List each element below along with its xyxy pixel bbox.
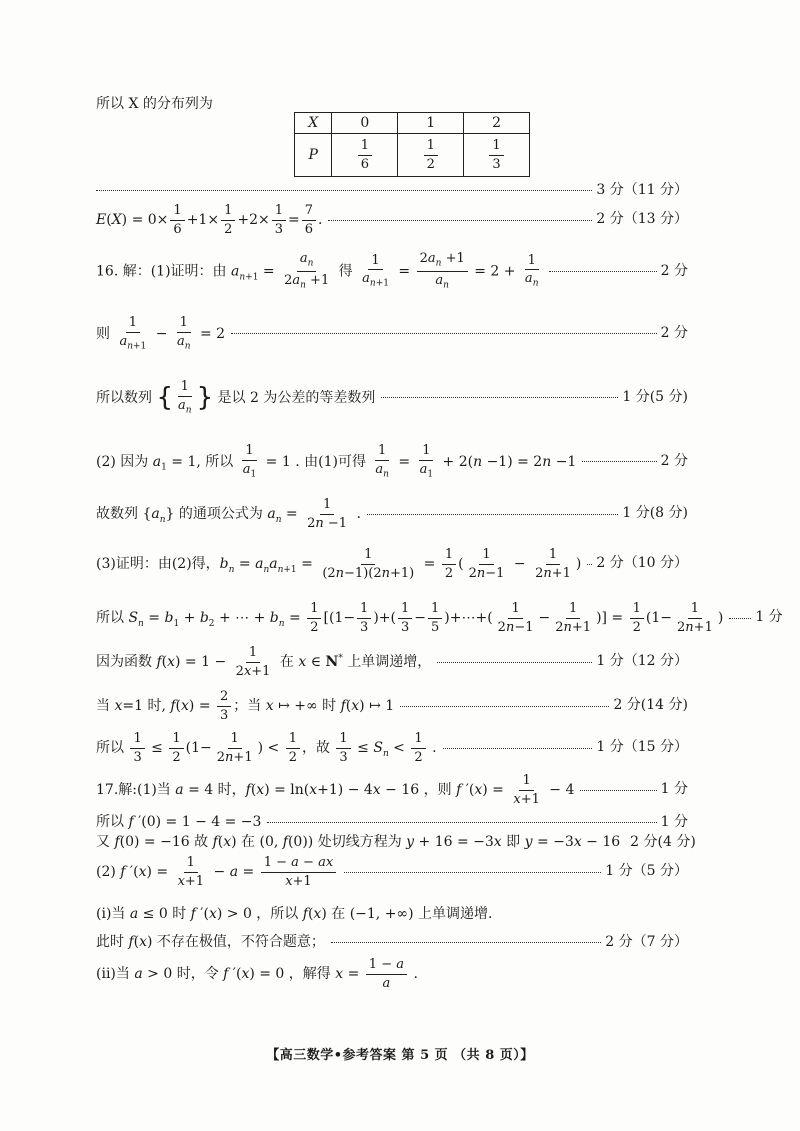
- score-line-11: 3 分（11 分）: [96, 182, 688, 200]
- page-footer: 【高三数学•参考答案 第 5 页 （共 8 页）】: [266, 1048, 534, 1063]
- q17-line2: 所以 f ′(0) = 1 − 4 = −3 1 分: [96, 814, 688, 830]
- q17-line7: (ii)当 a > 0 时，令 f ′(x) = 0 ，解得 x = $\frac{1 - a}{a}$ .: [96, 957, 418, 991]
- q16-part2-line1: (2) 因为 $a_1 = 1$, 所以 $\frac{1}{a_1}$ = 1 . 由(1)可得 $\frac{1}{a_n}$ = $\frac{1}{a_1}$ + 2(n −1) = 2n −1 2 分: [96, 443, 688, 480]
- q17-line5: (i)当 a ≤ 0 时 f ′(x) > 0 ，所以 f(x) 在 (−1, +∞) 上单调递增.: [96, 906, 493, 922]
- q17-line4: (2) f ′(x) = $\frac{1}{x+1}$ − a = $\frac{1 - a - ax}{x+1}$ 1 分（5 分）: [96, 855, 688, 889]
- table-header-1: 1: [398, 113, 464, 134]
- q16-part3-line4: 当 x=1 时, f(x) = $\frac{2}{3}$ ；当 x ↦ +∞ 时 f(x) ↦ 1 2 分(14 分): [96, 689, 688, 723]
- distribution-table: [294, 112, 530, 177]
- expectation-line: E(X) = 0× $\frac{1}{6}$ +1× $\frac{1}{2}$ +2× $\frac{1}{3}$ = $\frac{7}{6}$ . 2 分（13 分）: [96, 203, 688, 237]
- q16-part2-line2: 故数列 $\{a_n\}$ 的通项公式为 $a_n$ = $\frac{1}{2n -1}$ . 1 分(8 分): [96, 497, 688, 531]
- table-header-2: 2: [464, 113, 530, 134]
- table-header-x: X: [295, 113, 332, 134]
- table-cell-p1: $\frac{1}{2}$: [398, 134, 464, 177]
- q16-part3-line2: 所以 $S_n = b_1 + b_2$ + ⋯ + $b_n$ = $\frac{1}{2}$ [(1− $\frac{1}{3}$ )+( $\frac{1}{3}$ − $\frac{1}{5}$ )+⋯+( $\frac{1}{2n-1}$ − $\frac{1}{2n+1}$ )] = $\frac{1}{2}$ (1− $\frac{1}{2n+1}$ ) 1 分: [96, 601, 783, 635]
- q16-part1-line1: 16. 解：(1)证明：由 $a_{n+1}$ = $\frac{a_n}{2a_n +1}$ 得 $\frac{1}{a_{n+1}}$ = $\frac{2a_n +1}{a_n}$ = 2 + $\frac{1}{a_n}$ 2 分: [96, 251, 688, 291]
- q16-part1-line2: 则 $\frac{1}{a_{n+1}}$ − $\frac{1}{a_n}$ = 2 2 分: [96, 315, 688, 352]
- q16-part1-line3: 所以数列 { $\frac{1}{a_n}$ } 是以 2 为公差的等差数列 1 分(5 分): [96, 379, 688, 416]
- q17-line1: 17.解:(1)当 a = 4 时，f(x) = ln(x+1) − 4x − 16 ，则 f ′(x) = $\frac{1}{x+1}$ − 4 1 分: [96, 773, 688, 807]
- q17-line6: 此时 f(x) 不存在极值，不符合题意； 2 分（7 分）: [96, 934, 688, 950]
- intro-text: 所以 X 的分布列为: [96, 96, 213, 112]
- q16-part3-line1: (3)证明：由(2)得，$b_n = a_na_{n+1}$ = $\frac{1}{(2n-1)(2n+1)}$ = $\frac{1}{2}$ ( $\frac{1}{2n-1}$ − $\frac{1}{2n+1}$ ) 2 分（10 分）: [96, 547, 688, 581]
- table-row-p: P: [295, 134, 332, 177]
- table-cell-p0: $\frac{1}{6}$: [332, 134, 398, 177]
- q17-line3: 又 f(0) = −16 故 f(x) 在 (0, f(0)) 处切线方程为 y + 16 = −3x 即 y = −3x − 16 2 分(4 分): [96, 834, 696, 850]
- table-cell-p2: $\frac{1}{3}$: [464, 134, 530, 177]
- q16-part3-line3: 因为函数 f(x) = 1 − $\frac{1}{2x+1}$ 在 x ∈ N* 上单调递增， 1 分（12 分）: [96, 645, 688, 679]
- q16-part3-line5: 所以 $\frac{1}{3}$ ≤ $\frac{1}{2}$ (1− $\frac{1}{2n+1}$ ) < $\frac{1}{2}$ ，故 $\frac{1}{3}$ ≤ $S_n$ < $\frac{1}{2}$ . 1 分（15 分）: [96, 731, 688, 765]
- table-header-0: 0: [332, 113, 398, 134]
